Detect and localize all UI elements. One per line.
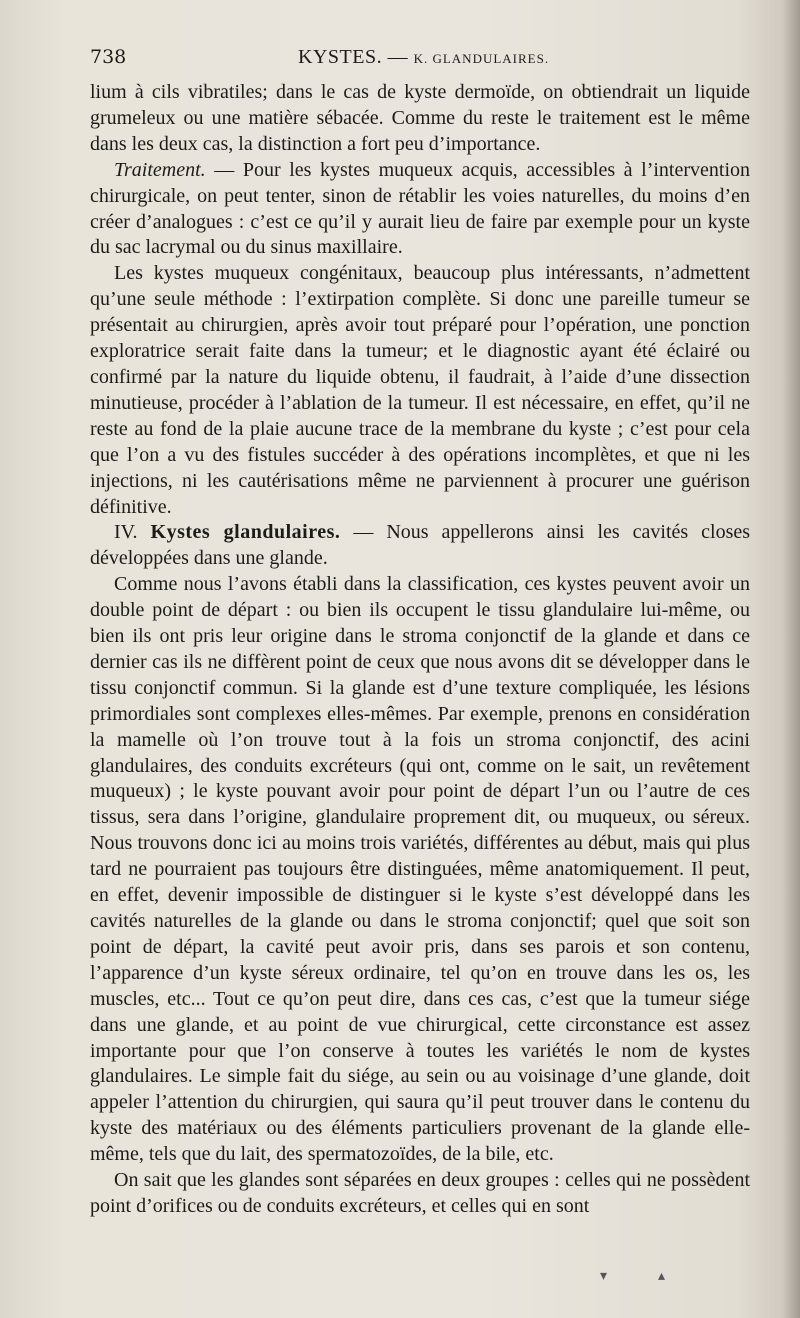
paragraph-text: On sait que les glandes sont séparées en deux groupes : celles qui ne possèdent point d’orifices ou de conduits excréteurs, et celles qui en sont bbox=[90, 1169, 750, 1217]
paragraph-continuation bbox=[90, 80, 750, 158]
paragraph-classification bbox=[90, 572, 750, 1168]
paragraph-kystes-congenitaux bbox=[90, 261, 750, 520]
running-title-sub: K. GLANDULAIRES. bbox=[413, 51, 550, 66]
paragraph-text: Les kystes muqueux congénitaux, beaucoup plus intéressants, n’admettent qu’une seule méthode : l’extirpation complète. Si donc une pareille tumeur se présentait au chirurgien, après avoir tout préparé pour l’opération, une ponction exploratrice serait faite dans la tumeur; et le diagnostic ayant été éclairé ou confirmé par la nature du liquide obtenu, il faudrait, à l’aide d’une dissection minutieuse, procéder à l’ablation de la tumeur. Il est nécessaire, en effet, qu’il ne reste au fond de la plaie aucune trace de la membrane du kyste ; c’est pour cela que l’on a vu des fistules succéder à des opérations incomplètes, et que ni les injections, ni les cautérisations même ne parviennent à procurer une guérison définitive. bbox=[90, 262, 750, 518]
running-header bbox=[90, 42, 750, 72]
running-title-dash: — bbox=[387, 46, 409, 68]
page-number: 738 bbox=[90, 46, 127, 68]
paragraph-glandes bbox=[90, 1168, 750, 1220]
paragraph-text: Comme nous l’avons établi dans la classification, ces kystes peuvent avoir un double point de départ : ou bien ils occupent le tissu glandulaire lui-même, ou bien ils ont pris leur origine dans le stroma conjonctif de la glande et dans ce dernier cas ils ne diffèrent point de ceux que nous avons dit se développer dans le tissu conjonctif commun. Si la glande est d’une texture compliquée, les lésions primordiales sont complexes elles-mêmes. Par exemple, prenons en considération la mamelle où l’on trouve tout à la fois un stroma conjonctif, des acini glandulaires, des conduits excréteurs (qui ont, comme on le sait, un revêtement muqueux) ; le kyste pouvant avoir pour point de départ l’un ou l’autre de ces tissus, sera dans l’origine, glandulaire proprement dit, ou muqueux, ou séreux. Nous trouvons donc ici au moins trois variétés, différentes au début, mais qui plus tard ne pourraient pas toujours être distinguées, même anatomiquement. Il peut, en effet, devenir impossible de distinguer si le kyste s’est développé dans les cavités naturelles de la glande ou dans le stroma conjonctif; quel que soit son point de départ, la cavité peut avoir pris, dans ses parois et son contenu, l’apparence d’un kyste séreux ordinaire, tel qu’on en trouve dans les os, les muscles, etc... Tout ce qu’on peut dire, dans ces cas, c’est que la tumeur siége dans une glande, et au point de vue chirurgical, cette circonstance est assez importante pour que l’on conserve à toutes les variétés le nom de kystes glandulaires. Le simple fait du siége, au sein ou au voisinage d’une glande, doit appeler l’attention du chirurgien, qui saura qu’il peut trouver dans le contenu du kyste des matériaux ou des éléments particuliers provenant de la glande elle-même, tels que du lait, des spermatozoïdes, de la bile, etc. bbox=[90, 573, 750, 1166]
section-title: Kystes glandulaires. bbox=[150, 521, 341, 544]
section-numeral: IV. bbox=[114, 521, 138, 544]
running-title bbox=[298, 42, 549, 74]
footer-marks bbox=[590, 1268, 680, 1284]
section-heading-kystes-glandulaires bbox=[90, 520, 750, 572]
footer-mark-right: ▴ bbox=[658, 1268, 666, 1284]
paragraph-text: — Nous appellerons ainsi les cavités closes développées dans une glande. bbox=[90, 521, 751, 570]
footer-mark-left: ▾ bbox=[600, 1268, 608, 1284]
page-spine-shadow bbox=[782, 0, 800, 1318]
paragraph-text: lium à cils vibratiles; dans le cas de kyste dermoïde, on obtiendrait un liquide grumeleux ou une matière sébacée. Comme du reste le traitement est le même dans les deux cas, la distinction a fort peu d’importance. bbox=[90, 81, 750, 155]
paragraph-lead: Traitement. bbox=[114, 158, 206, 181]
paragraph-text: — Pour les kystes muqueux acquis, accessibles à l’intervention chirurgicale, on peut tenter, sinon de rétablir les voies naturelles, du moins d’en créer d’analogues : c’est ce qu’il y aurait lieu de faire par exemple pour un kyste du sac lacrymal ou du sinus maxillaire. bbox=[90, 158, 750, 259]
body-text bbox=[90, 80, 750, 1220]
paragraph-traitement bbox=[90, 158, 750, 262]
running-title-main: KYSTES. bbox=[298, 46, 383, 68]
